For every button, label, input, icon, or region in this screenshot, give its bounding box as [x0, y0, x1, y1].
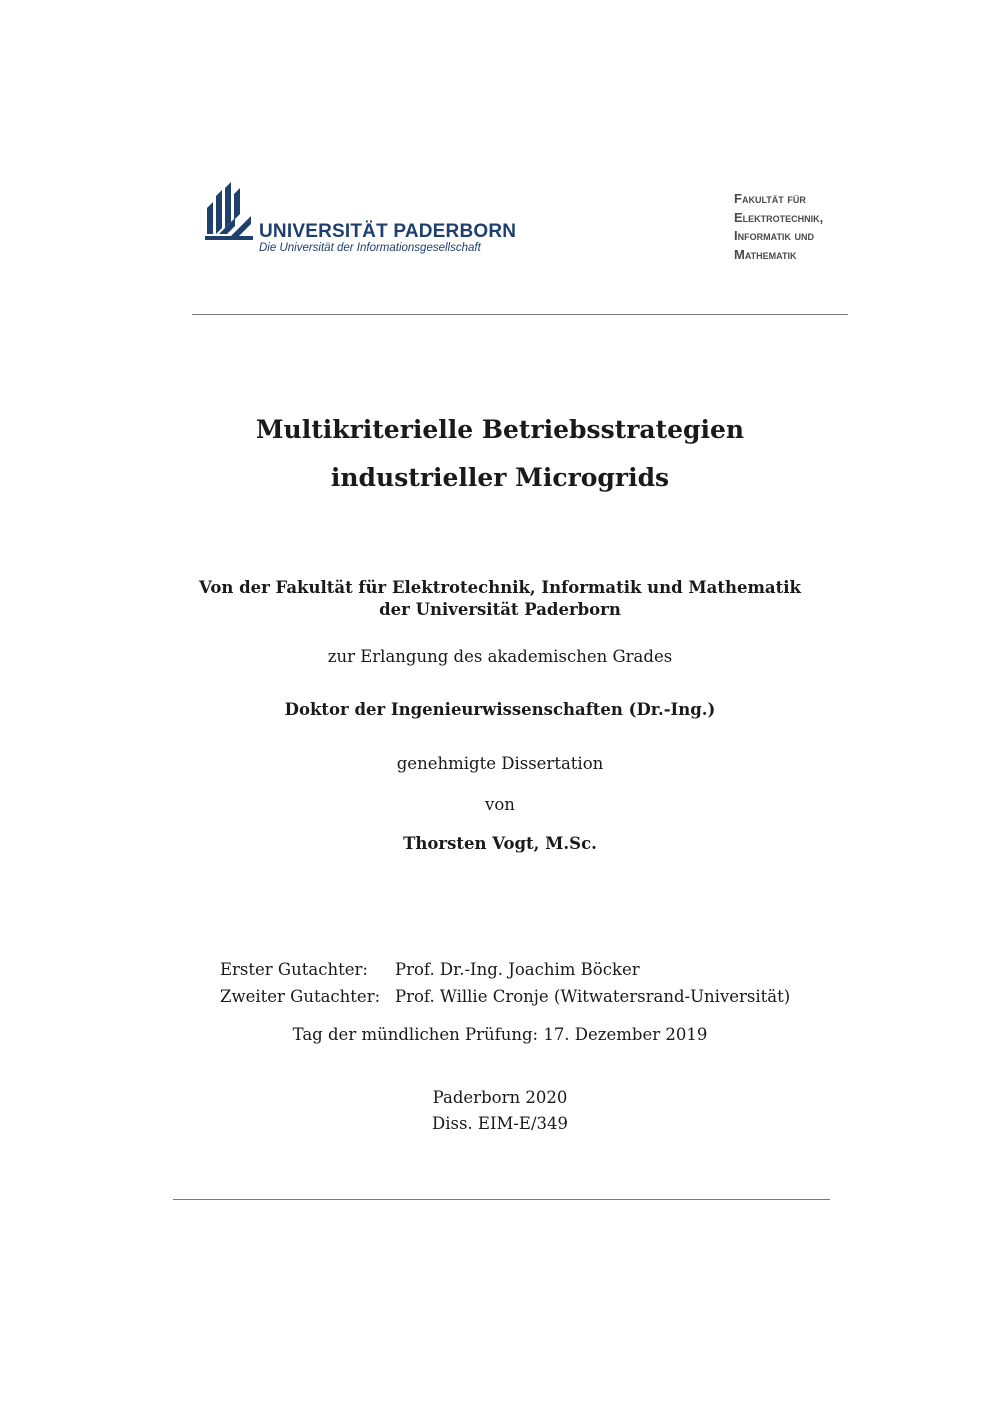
referee-name: Prof. Dr.-Ing. Joachim Böcker	[395, 960, 640, 979]
exam-date: Tag der mündlichen Prüfung: 17. Dezember 2019	[292, 1025, 708, 1044]
thesis-title	[0, 406, 1000, 502]
top-divider	[192, 314, 848, 315]
title-line-2: industrieller Microgrids	[330, 463, 670, 492]
faculty-label	[734, 190, 823, 264]
degree-purpose: zur Erlangung des akademischen Grades	[327, 647, 673, 666]
referee-row	[220, 983, 790, 1010]
place-year: Paderborn 2020	[432, 1088, 568, 1107]
faculty-line: Mathematik	[734, 246, 797, 262]
faculty-line: Elektrotechnik,	[734, 209, 824, 225]
referee-label: Erster Gutachter:	[220, 960, 368, 979]
university-tagline: Die Universität der Informationsgesellschaft	[259, 242, 481, 254]
university-logo-icon	[205, 182, 253, 242]
university-name: UNIVERSITÄT PADERBORN	[259, 221, 517, 242]
bottom-divider	[173, 1199, 830, 1200]
title-line-1: Multikriterielle Betriebsstrategien	[255, 415, 745, 444]
faculty-statement-line-1: Von der Fakultät für Elektrotechnik, Informatik und Mathematik	[199, 578, 801, 597]
author-name: Thorsten Vogt, M.Sc.	[403, 834, 597, 853]
degree-title: Doktor der Ingenieurwissenschaften (Dr.-Ing.)	[284, 700, 716, 719]
faculty-line: Fakultät für	[734, 191, 806, 206]
referee-row	[220, 956, 790, 983]
faculty-statement-line-2: der Universität Paderborn	[379, 600, 621, 619]
referee-label: Zweiter Gutachter:	[220, 987, 381, 1006]
faculty-line: Informatik und	[734, 228, 815, 243]
referees-list	[220, 956, 790, 1010]
by-label: von	[485, 795, 515, 814]
referee-name: Prof. Willie Cronje (Witwatersrand-Universität)	[395, 987, 791, 1006]
dissertation-number: Diss. EIM-E/349	[431, 1114, 569, 1133]
approval-note: genehmigte Dissertation	[396, 754, 604, 773]
faculty-statement	[0, 577, 1000, 621]
